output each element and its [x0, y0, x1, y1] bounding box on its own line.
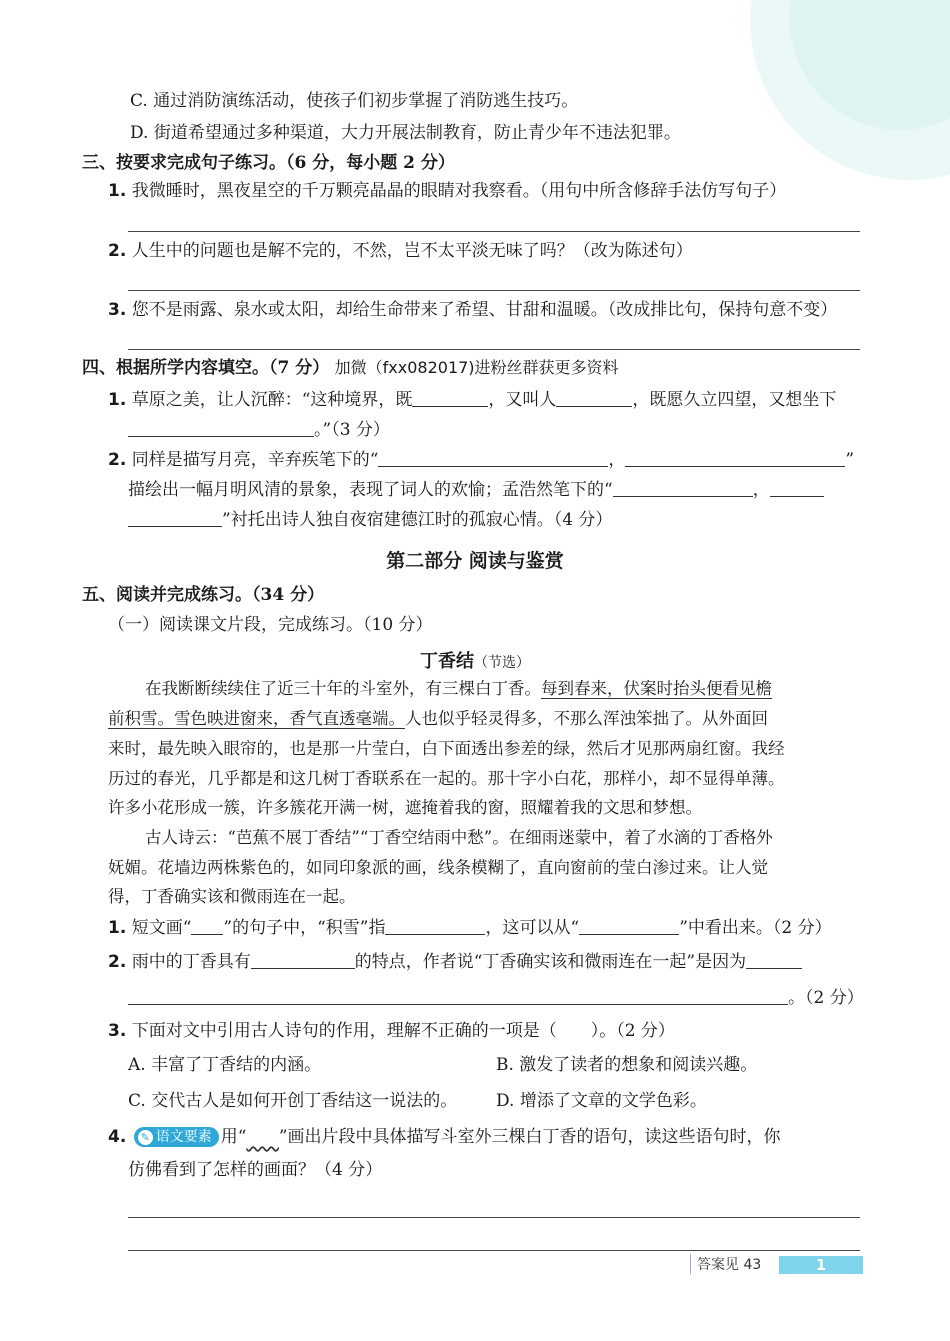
passage-title: 丁香结（节选）: [420, 651, 530, 672]
fill-blank[interactable]: [613, 478, 753, 497]
answer-reference: 答案见 43: [697, 1257, 762, 1273]
section-3-title: 三、按要求完成句子练习。（6 分，每小题 2 分）: [82, 153, 455, 173]
passage-line: 古人诗云：“芭蕉不展丁香结”“丁香空结雨中愁”。在细雨迷蒙中，着了水滴的丁香格外: [145, 828, 773, 847]
s5-question-2-cont: 。（2 分）: [128, 986, 864, 1009]
fill-blank[interactable]: [128, 986, 788, 1005]
section-5-sub: （一）阅读课文片段，完成练习。（10 分）: [108, 615, 433, 635]
s4-question-2: 2. 同样是描写月亮，辛弃疾笔下的“ ， ”: [108, 450, 855, 470]
section-4-header: 四、根据所学内容填空。（7 分） 加微（fxx082017)进粉丝群获更多资料: [82, 358, 619, 378]
fill-blank[interactable]: [556, 388, 632, 407]
option-d[interactable]: D. 增添了文章的文学色彩。: [496, 1091, 707, 1111]
fill-blank[interactable]: [770, 478, 824, 497]
s5-question-4-cont: 仿佛看到了怎样的画面？（4 分）: [128, 1160, 383, 1180]
s5-question-2: 2. 雨中的丁香具有 的特点，作者说“丁香确实该和微雨连在一起”是因为: [108, 950, 802, 973]
answer-line[interactable]: [128, 1250, 860, 1251]
passage-line: 许多小花形成一簇，许多簇花开满一树，遮掩着我的窗，照耀着我的文思和梦想。: [108, 798, 702, 817]
s3-question-2: 2. 人生中的问题也是解不完的，不然，岂不太平淡无味了吗？（改为陈述句）: [108, 241, 693, 261]
fill-blank[interactable]: [746, 950, 802, 969]
page-number: 1: [779, 1256, 863, 1274]
fill-blank[interactable]: [378, 448, 608, 467]
answer-line[interactable]: [128, 231, 860, 232]
corner-decoration: [710, 0, 950, 240]
fill-blank[interactable]: [128, 508, 222, 527]
part-2-title: 第二部分 阅读与鉴赏: [386, 550, 564, 572]
option-b[interactable]: B. 激发了读者的想象和阅读兴趣。: [496, 1055, 758, 1075]
option-c[interactable]: C. 交代古人是如何开创丁香结这一说法的。: [128, 1091, 458, 1111]
passage-line: 得，丁香确实该和微雨连在一起。: [108, 887, 356, 906]
fill-blank[interactable]: [579, 916, 679, 935]
pencil-icon: ✎: [138, 1130, 153, 1145]
passage-line: 来时，最先映入眼帘的，也是那一片莹白，白下面透出参差的绿，然后才见那两扇红窗。我经: [108, 739, 785, 758]
option-a[interactable]: A. 丰富了丁香结的内涵。: [128, 1055, 322, 1075]
s3-question-3: 3. 您不是雨露、泉水或太阳，却给生命带来了希望、甘甜和温暖。（改成排比句，保持句意不变）: [108, 300, 838, 320]
passage-line: 在我断断续续住了近三十年的斗室外，有三棵白丁香。每到春来，伏案时抬头便看见檐: [145, 679, 772, 698]
yuwen-yaosu-badge: ✎ 语文要素: [134, 1127, 219, 1147]
passage-line: 妩媚。花墙边两株紫色的，如同印象派的画，线条模糊了，直向窗前的莹白渗过来。让人觉: [108, 858, 768, 877]
wavy-line-sample: [246, 1127, 278, 1147]
fill-blank[interactable]: [251, 950, 355, 969]
s5-question-4: 4. ✎ 语文要素 用“ ”画出片段中具体描写斗室外三棵白丁香的语句，读这些语句时，你: [108, 1127, 781, 1147]
s4-question-2-cont: 描绘出一幅月明风清的景象，表现了词人的欢愉；孟浩然笔下的“ ，: [128, 478, 824, 501]
section-5-title: 五、阅读并完成练习。（34 分）: [82, 585, 325, 605]
answer-line[interactable]: [128, 349, 860, 350]
fill-blank[interactable]: [191, 916, 223, 935]
s5-question-1: 1. 短文画“ ”的句子中，“积雪”指 ，这可以从“ ”中看出来。（2 分）: [108, 918, 832, 938]
footer-divider: [690, 1254, 691, 1274]
fill-blank[interactable]: [412, 388, 488, 407]
option-c: C. 通过消防演练活动，使孩子们初步掌握了消防逃生技巧。: [130, 91, 579, 111]
s4-question-1: 1. 草原之美，让人沉醉：“这种境界，既 ，又叫人 ，既愿久立四望，又想坐下: [108, 390, 837, 410]
s5-question-3: 3. 下面对文中引用古人诗句的作用，理解不正确的一项是（ ）。（2 分）: [108, 1021, 675, 1041]
option-d: D. 街道希望通过多种渠道，大力开展法制教育，防止青少年不违法犯罪。: [130, 123, 681, 143]
fill-blank[interactable]: [385, 916, 485, 935]
s4-question-1-cont: 。”（3 分）: [128, 418, 390, 441]
passage-line: 前积雪。雪色映进窗来，香气直透毫端。人也似乎轻灵得多，不那么浑浊笨拙了。从外面回: [108, 709, 768, 728]
fill-blank[interactable]: [625, 448, 845, 467]
promo-text: 加微（fxx082017)进粉丝群获更多资料: [334, 358, 619, 377]
answer-line[interactable]: [128, 290, 860, 291]
passage-line: 历过的春光，几乎都是和这几树丁香联系在一起的。那十字小白花，那样小，却不显得单薄。: [108, 769, 785, 788]
s4-question-2-end: ”衬托出诗人独自夜宿建德江时的孤寂心情。（4 分）: [128, 508, 612, 531]
fill-blank[interactable]: [128, 418, 314, 437]
s3-question-1: 1. 我微睡时，黑夜星空的千万颗亮晶晶的眼睛对我察看。（用句中所含修辞手法仿写句子）: [108, 181, 787, 201]
answer-line[interactable]: [128, 1217, 860, 1218]
